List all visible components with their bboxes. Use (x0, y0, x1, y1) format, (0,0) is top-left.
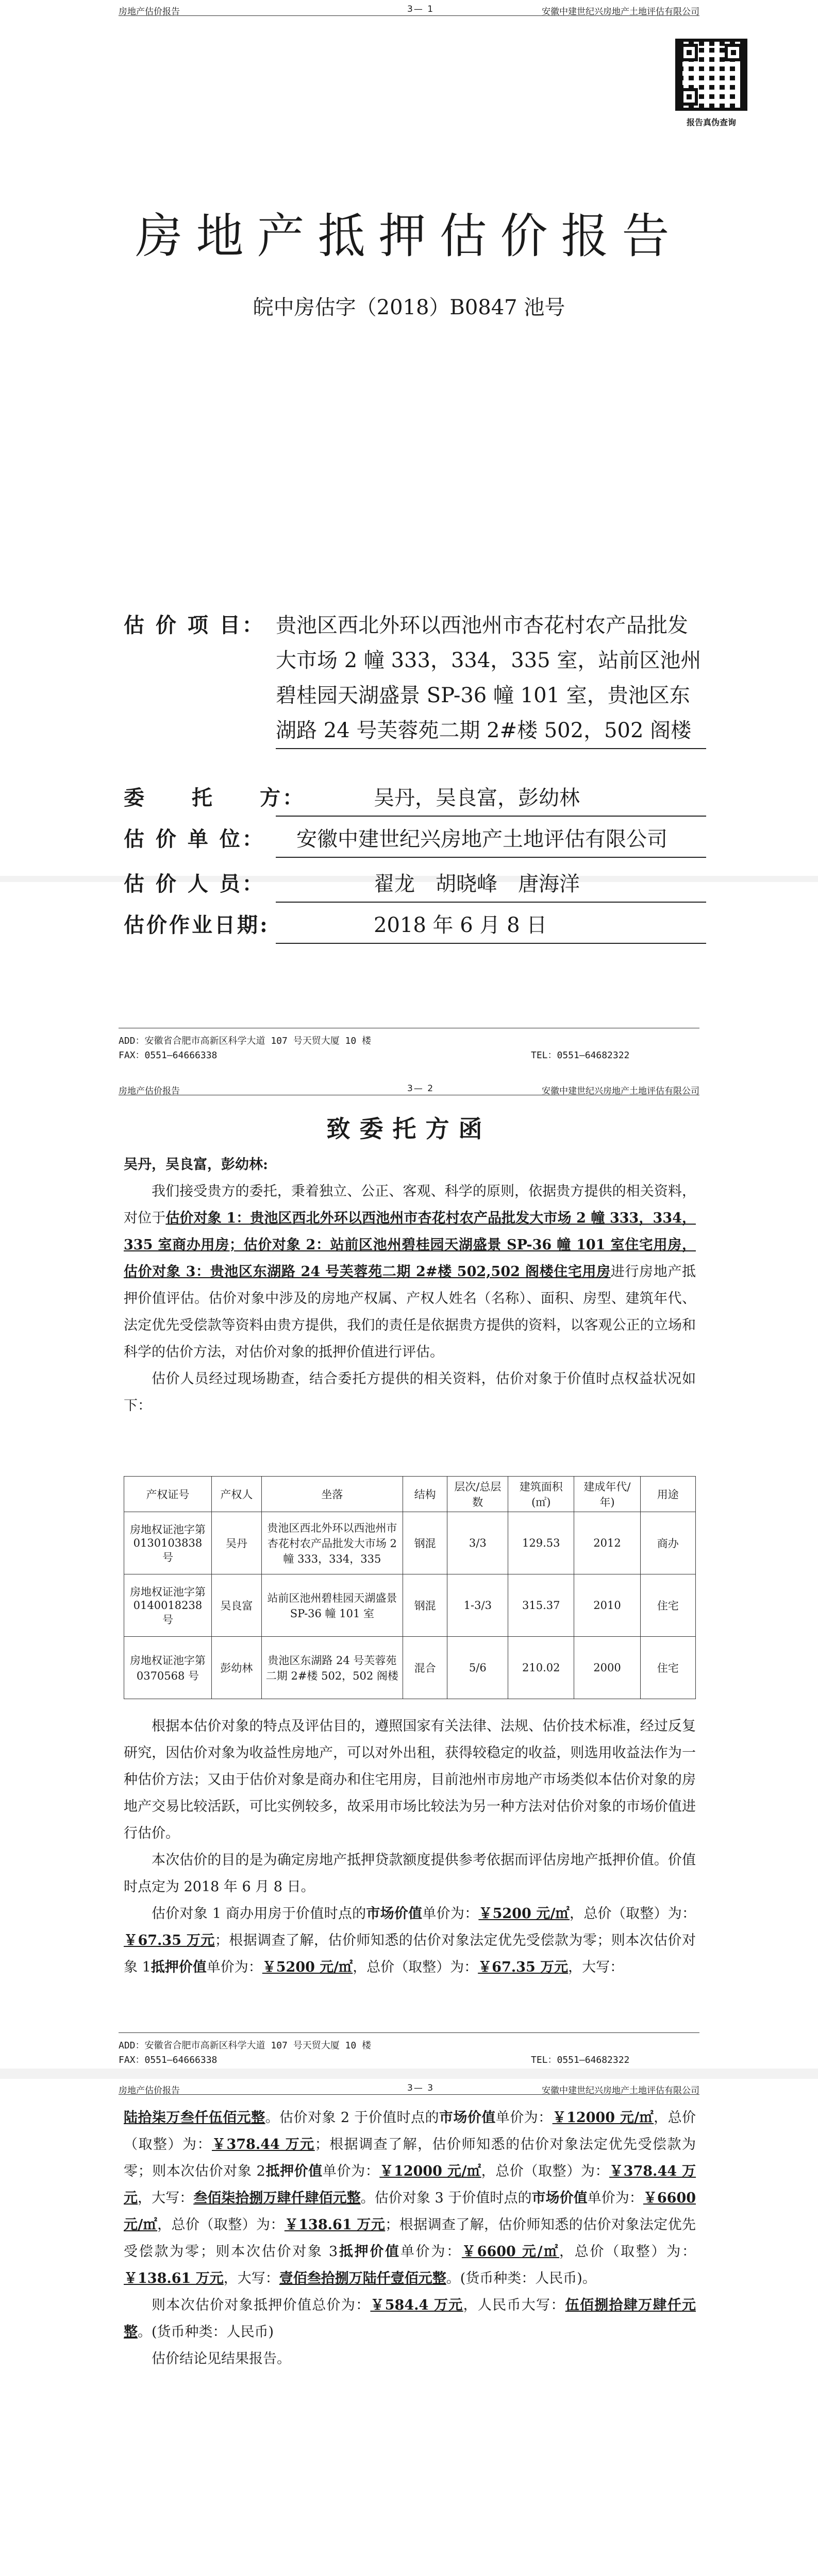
cover-item-date (124, 908, 706, 944)
letter-body (124, 1151, 696, 1419)
cover-value: 翟龙 胡晓峰 唐海洋 (276, 867, 706, 903)
page-header (119, 2082, 699, 2095)
header-left: 房地产估价报告 (119, 2086, 180, 2096)
paragraph-2: 估价人员经过现场勘查，结合委托方提供的相关资料，估价对象于价值时点权益状况如下： (124, 1371, 696, 1414)
cover-label: 委 托 方： (124, 786, 305, 810)
cover-item-project (124, 608, 706, 762)
object-list: 估价对象 1：贵池区西北外环以西池州市杏花村农产品批发大市场 2 幢 333，334，335 室商办用房；估价对象 2：站前区池州碧桂园天湖盛景 SP-36 幢 101 室住宅用房，估价对象 3：贵池区东湖路 24 号芙蓉苑二期 2#楼 502,502 阁楼住宅用房 (124, 1210, 696, 1280)
header-right: 安徽中建世纪兴房地产土地评估有限公司 (542, 1086, 699, 1096)
header-page-number: 3— 3 (407, 2083, 435, 2093)
letter-title: 致委托方函 (326, 1115, 492, 1143)
table-row: 房地权证池字第 0140018238 号 吴良富 站前区池州碧桂园天湖盛景 SP-36 幢 101 室 钢混 1-3/3 315.37 2010 住宅 (124, 1574, 696, 1637)
cover-item-appraisers (124, 867, 706, 903)
footer-tel: TEL：0551—64682322 (531, 2055, 630, 2065)
cover-value: 安徽中建世纪兴房地产土地评估有限公司 (276, 822, 706, 858)
cover-value: 贵池区西北外环以西池州市杏花村农产品批发大市场 2 幢 333，334，335 室，站前区池州碧桂园天湖盛景 SP-36 幢 101 室，贵池区东湖路 24 号芙蓉苑二期 2#楼 502，502 阁楼 (276, 608, 706, 749)
report-title: 房地产抵押估价报告 (135, 209, 683, 264)
cover-value: 2018 年 6 月 8 日 (276, 908, 706, 944)
paragraph-7: 估价结论见结果报告。 (152, 2351, 291, 2367)
letter-page-1 (0, 1079, 818, 2069)
cover-value: 吴丹，吴良富，彭幼林 (276, 781, 706, 817)
page-footer (119, 1028, 699, 1064)
cover-page (0, 0, 818, 876)
cover-page-lower (0, 872, 818, 1079)
cover-item-client (124, 781, 706, 817)
header-page-number: 3— 2 (407, 1083, 435, 1094)
footer-fax: FAX：0551—64666338 (119, 1050, 218, 1061)
header-page-number: 3— 1 (407, 4, 435, 14)
page-gap (0, 2069, 818, 2079)
letter-page-2 (0, 2079, 818, 2576)
cover-label: 估 价 单 位： (124, 827, 265, 851)
cover-label: 估 价 项 目： (124, 613, 265, 637)
cover-label: 估 价 人 员： (124, 872, 265, 896)
paragraph-3: 根据本估价对象的特点及评估目的，遵照国家有关法律、法规、估价技术标准，经过反复研究，因估价对象为收益性房地产，可以对外出租，获得较稳定的收益，则选用收益法作为一种估价方法；又由于估价对象是商办和住宅用房，目前池州市房地产市场类似本估价对象的房地产交易比较活跃，可比实例较多，故采用市场比较法为另一种方法对估价对象的市场价值进行估价。 (124, 1718, 696, 1841)
footer-fax: FAX：0551—64666338 (119, 2055, 218, 2065)
report-number: 皖中房估字（2018）B0847 池号 (253, 296, 565, 319)
salutation: 吴丹，吴良富，彭幼林: (124, 1157, 268, 1173)
paragraph-6: 则本次估价对象抵押价值总价为：￥584.4 万元，人民币大写：伍佰捌拾肆万肆仟元整。(货币种类：人民币) (124, 2297, 696, 2340)
letter-body-page3 (124, 2105, 696, 2372)
footer-address: ADD：安徽省合肥市高新区科学大道 107 号天贸大厦 10 楼 (119, 2040, 372, 2051)
footer-tel: TEL：0551—64682322 (531, 1050, 630, 1061)
table-row: 房地权证池字第 0130103838 号 吴丹 贵池区西北外环以西池州市杏花村农产品批发大市场 2 幢 333，334，335 钢混 3/3 129.53 2012 商办 (124, 1512, 696, 1574)
table-header-row: 产权证号 产权人 坐落 结构 层次/总层数 建筑面积(㎡) 建成年代/年) 用途 (124, 1477, 696, 1512)
header-right: 安徽中建世纪兴房地产土地评估有限公司 (542, 7, 699, 17)
paragraph-5: 估价对象 1 商办用房于价值时点的市场价值单价为：￥5200 元/㎡，总价（取整）为：￥67.35 万元；根据调查了解，估价师知悉的估价对象法定优先受偿款为零；则本次估价对象 1抵押价值单价为：￥5200 元/㎡，总价（取整）为：￥67.35 万元，大写： (124, 1906, 696, 1975)
footer-address: ADD：安徽省合肥市高新区科学大道 107 号天贸大厦 10 楼 (119, 1036, 372, 1046)
page-footer (119, 2032, 699, 2069)
cover-label: 估价作业日期: (124, 913, 270, 937)
property-table (124, 1476, 696, 1699)
qr-code-icon[interactable] (675, 39, 747, 111)
header-right: 安徽中建世纪兴房地产土地评估有限公司 (542, 2086, 699, 2096)
table-row: 房地权证池字第 0370568 号 彭幼林 贵池区东湖路 24 号芙蓉苑二期 2#楼 502，502 阁楼 混合 5/6 210.02 2000 住宅 (124, 1637, 696, 1699)
cover-item-appraiser-org (124, 822, 706, 858)
paragraph-5-cont: 陆拾柒万叁仟伍佰元整。估价对象 2 于价值时点的市场价值单价为：￥12000 元/㎡，总价（取整）为：￥378.44 万元；根据调查了解，估价师知悉的估价对象法定优先受偿款为零；则本次估价对象 2抵押价值单价为：￥12000 元/㎡，总价（取整）为：￥378.44 万元，大写：叁佰柒拾捌万肆仟肆佰元整。估价对象 3 于价值时点的市场价值单价为：￥6600 元/㎡，总价（取整）为：￥138.61 万元；根据调查了解，估价师知悉的估价对象法定优先受偿款为零；则本次估价对象 3抵押价值单价为：￥6600 元/㎡，总价（取整）为：￥138.61 万元，大写：壹佰叁拾捌万陆仟壹佰元整。(货币种类：人民币)。 (124, 2110, 696, 2286)
page-header (119, 1082, 699, 1095)
paragraph-1: 我们接受贵方的委托，秉着独立、公正、客观、科学的原则，依据贵方提供的相关资料，对位于估价对象 1：贵池区西北外环以西池州市杏花村农产品批发大市场 2 幢 333，334，335 室商办用房；估价对象 2：站前区池州碧桂园天湖盛景 SP-36 幢 101 室住宅用房，估价对象 3：贵池区东湖路 24 号芙蓉苑二期 2#楼 502,502 阁楼住宅用房进行房地产抵押价值评估。估价对象中涉及的房地产权属、产权人姓名（名称）、面积、房型、建筑年代、法定优先受偿款等资料由贵方提供，我们的责任是依据贵方提供的资料，以客观公正的立场和科学的估价方法，对估价对象的抵押价值进行评估。 (124, 1183, 696, 1360)
paragraph-4: 本次估价的目的是为确定房地产抵押贷款额度提供参考依据而评估房地产抵押价值。价值时点定为 2018 年 6 月 8 日。 (124, 1852, 696, 1895)
page-header (119, 3, 699, 16)
letter-body-cont (124, 1713, 696, 1981)
header-left: 房地产估价报告 (119, 1086, 180, 1096)
qr-label: 报告真伪查询 (686, 117, 736, 127)
header-left: 房地产估价报告 (119, 7, 180, 17)
